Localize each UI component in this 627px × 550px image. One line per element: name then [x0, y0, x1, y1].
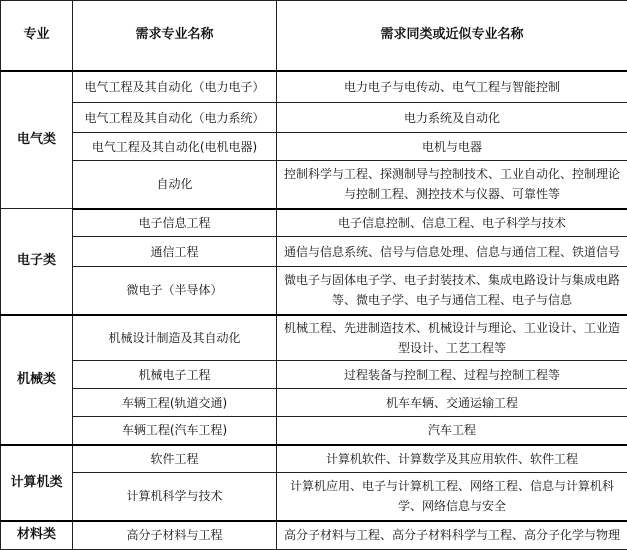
similar-majors: 机械工程、先进制造技术、机械设计与理论、工业设计、工业造型设计、工艺工程等 [277, 315, 627, 361]
major-name: 电气工程及其自动化(电机电器) [73, 133, 277, 161]
table-row [1, 161, 627, 209]
table-row [1, 315, 627, 361]
similar-majors: 高分子材料与工程、高分子材料科学与工程、高分子化学与物理 [277, 521, 627, 550]
header-similar-majors: 需求同类或近似专业名称 [277, 1, 627, 71]
table-row [1, 361, 627, 389]
major-name: 电气工程及其自动化（电力系统） [73, 103, 277, 133]
table-row [1, 417, 627, 445]
major-name: 微电子（半导体） [73, 267, 277, 315]
table-row [1, 389, 627, 417]
major-name: 自动化 [73, 161, 277, 209]
table-header-row [1, 1, 627, 71]
category-mechanical: 机械类 [1, 315, 73, 445]
header-category: 专业 [1, 1, 73, 71]
similar-majors: 过程装备与控制工程、过程与控制工程等 [277, 361, 627, 389]
table-row [1, 133, 627, 161]
similar-majors: 通信与信息系统、信号与信息处理、信息与通信工程、铁道信号 [277, 237, 627, 267]
table-row [1, 103, 627, 133]
similar-majors: 计算机应用、电子与计算机工程、网络工程、信息与计算机科学、网络信息与安全 [277, 473, 627, 521]
major-name: 电气工程及其自动化（电力电子） [73, 71, 277, 103]
major-name: 通信工程 [73, 237, 277, 267]
header-major-name: 需求专业名称 [73, 1, 277, 71]
table-row [1, 473, 627, 521]
category-materials: 材料类 [1, 521, 73, 550]
category-electronics: 电子类 [1, 209, 73, 315]
category-computer: 计算机类 [1, 445, 73, 521]
similar-majors: 机车车辆、交通运输工程 [277, 389, 627, 417]
table-row [1, 237, 627, 267]
major-name: 电子信息工程 [73, 209, 277, 237]
similar-majors: 微电子与固体电子学、电子封装技术、集成电路设计与集成电路等、微电子学、电子与通信工程、电子与信息 [277, 267, 627, 315]
similar-majors: 电子信息控制、信息工程、电子科学与技术 [277, 209, 627, 237]
similar-majors: 电机与电器 [277, 133, 627, 161]
major-name: 高分子材料与工程 [73, 521, 277, 550]
category-electrical: 电气类 [1, 71, 73, 209]
table-row [1, 267, 627, 315]
table-row [1, 209, 627, 237]
major-name: 车辆工程(轨道交通) [73, 389, 277, 417]
table-row [1, 71, 627, 103]
table-row [1, 521, 627, 550]
major-name: 车辆工程(汽车工程) [73, 417, 277, 445]
similar-majors: 控制科学与工程、探测制导与控制技术、工业自动化、控制理论与控制工程、测控技术与仪器、可靠性等 [277, 161, 627, 209]
table-row [1, 445, 627, 473]
similar-majors: 汽车工程 [277, 417, 627, 445]
major-name: 机械电子工程 [73, 361, 277, 389]
similar-majors: 计算机软件、计算数学及其应用软件、软件工程 [277, 445, 627, 473]
major-name: 软件工程 [73, 445, 277, 473]
similar-majors: 电力电子与电传动、电气工程与智能控制 [277, 71, 627, 103]
major-name: 机械设计制造及其自动化 [73, 315, 277, 361]
major-name: 计算机科学与技术 [73, 473, 277, 521]
similar-majors: 电力系统及自动化 [277, 103, 627, 133]
